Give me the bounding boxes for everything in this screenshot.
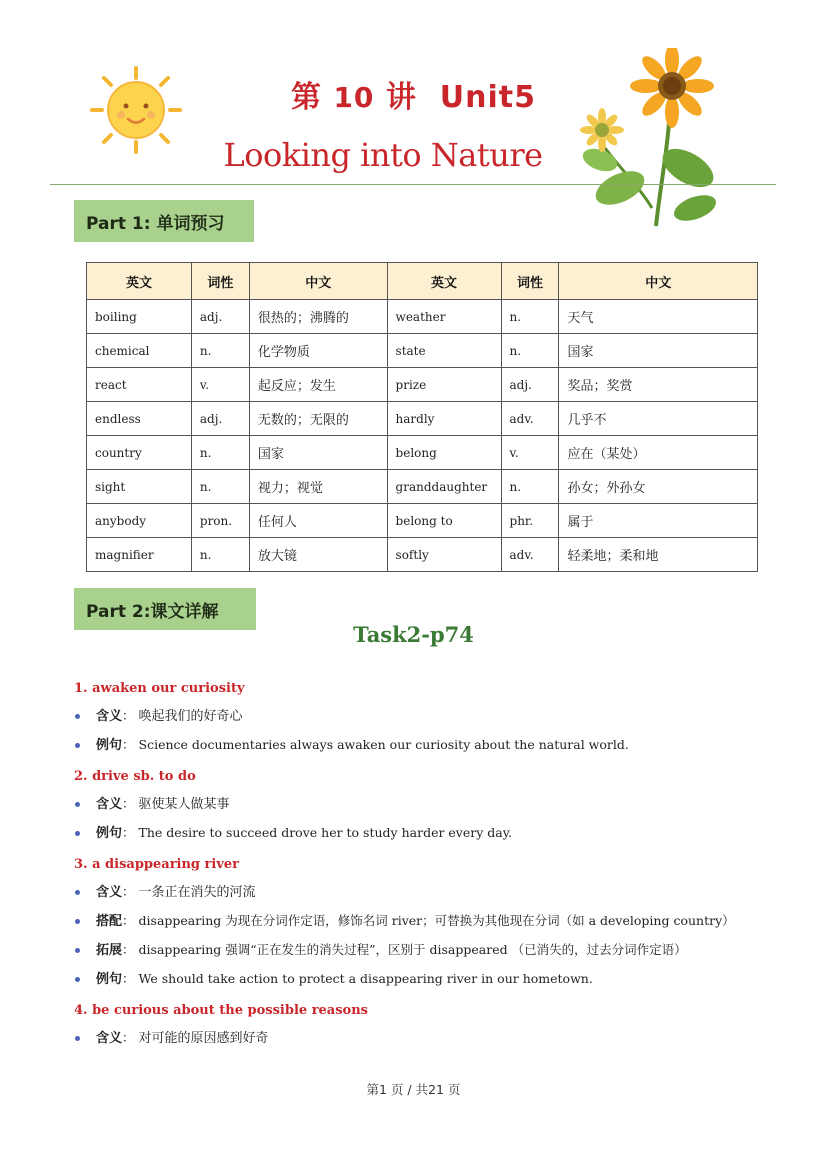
cell-word-chinese: 很热的；沸腾的: [249, 300, 387, 334]
bullet-label: 例句: [96, 972, 123, 987]
note-bullet: [74, 790, 764, 819]
bullet-text: Science documentaries always awaken our curiosity about the natural world.: [138, 737, 629, 752]
cell-word-english: hardly: [387, 402, 501, 436]
cell-word-chinese: 国家: [249, 436, 387, 470]
lesson-subtitle: Looking into Nature: [223, 136, 543, 174]
title-number: 10: [333, 81, 375, 114]
table-row: [87, 368, 758, 402]
cell-word-chinese: 几乎不: [559, 402, 758, 436]
bullet-text: We should take action to protect a disappearing river in our hometown.: [138, 971, 593, 986]
cell-word-pos: pron.: [191, 504, 249, 538]
cell-word-pos: n.: [191, 436, 249, 470]
note-heading: 2. drive sb. to do: [74, 769, 196, 784]
table-row: [87, 402, 758, 436]
bullet-text: The desire to succeed drove her to study harder every day.: [138, 825, 513, 840]
cell-word-chinese: 天气: [559, 300, 758, 334]
bullet-colon: ：: [122, 942, 135, 957]
bullet-colon: ：: [122, 825, 135, 840]
lesson-notes: [74, 676, 764, 1057]
cell-word-pos: n.: [191, 538, 249, 572]
cell-word-english: prize: [387, 368, 501, 402]
cell-word-english: sight: [87, 470, 192, 504]
vocabulary-table: [86, 262, 758, 572]
cell-word-english: react: [87, 368, 192, 402]
part1-heading: Part 1: 单词预习: [74, 200, 254, 242]
col-header-english: 英文: [87, 263, 192, 300]
cell-word-pos: phr.: [501, 504, 559, 538]
cell-word-chinese: 奖品；奖赏: [559, 368, 758, 402]
cell-word-english: country: [87, 436, 192, 470]
sunflower-illustration: [560, 48, 740, 228]
bullet-colon: ：: [122, 708, 135, 723]
bullet-text: disappearing 为现在分词作定语，修饰名词 river；可替换为其他现在分词（如 a developing country）: [138, 913, 735, 928]
cell-word-chinese: 化学物质: [249, 334, 387, 368]
bullet-label: 含义: [96, 1031, 123, 1046]
bullet-colon: ：: [122, 913, 135, 928]
table-header-row: [87, 263, 758, 300]
bullet-label: 例句: [96, 738, 123, 753]
table-row: [87, 470, 758, 504]
cell-word-english: weather: [387, 300, 501, 334]
cell-word-chinese: 轻柔地；柔和地: [559, 538, 758, 572]
col-header-pos: 词性: [191, 263, 249, 300]
bullet-label: 拓展: [96, 943, 123, 958]
cell-word-english: boiling: [87, 300, 192, 334]
cell-word-english: belong: [387, 436, 501, 470]
cell-word-english: softly: [387, 538, 501, 572]
table-row: [87, 436, 758, 470]
note-bullet: [74, 702, 764, 731]
bullet-label: 例句: [96, 826, 123, 841]
col-header-chinese: 中文: [559, 263, 758, 300]
header-divider: [50, 184, 776, 185]
cell-word-english: granddaughter: [387, 470, 501, 504]
bullet-colon: ：: [122, 796, 135, 811]
bullet-colon: ：: [122, 1030, 135, 1045]
task-title: Task2-p74: [353, 622, 474, 647]
bullet-colon: ：: [122, 971, 135, 986]
cell-word-english: magnifier: [87, 538, 192, 572]
note-bullet: [74, 731, 764, 760]
cell-word-pos: adj.: [191, 402, 249, 436]
cell-word-pos: v.: [191, 368, 249, 402]
cell-word-chinese: 视力；视觉: [249, 470, 387, 504]
spacer: [74, 1053, 764, 1057]
cell-word-pos: adv.: [501, 402, 559, 436]
bullet-colon: ：: [122, 737, 135, 752]
cell-word-pos: v.: [501, 436, 559, 470]
table-row: [87, 300, 758, 334]
bullet-label: 含义: [96, 709, 123, 724]
col-header-english: 英文: [387, 263, 501, 300]
cell-word-english: endless: [87, 402, 192, 436]
cell-word-english: state: [387, 334, 501, 368]
note-bullet: [74, 1024, 764, 1053]
note-heading: 4. be curious about the possible reasons: [74, 1003, 368, 1018]
cell-word-chinese: 任何人: [249, 504, 387, 538]
cell-word-pos: n.: [501, 334, 559, 368]
bullet-label: 搭配: [96, 914, 123, 929]
cell-word-pos: adv.: [501, 538, 559, 572]
bullet-colon: ：: [122, 884, 135, 899]
bullet-text: disappearing 强调“正在发生的消失过程”，区别于 disappeared （已消失的，过去分词作定语）: [138, 942, 687, 957]
cell-word-chinese: 应在（某处）: [559, 436, 758, 470]
note-bullet: [74, 965, 764, 994]
cell-word-chinese: 国家: [559, 334, 758, 368]
table-row: [87, 504, 758, 538]
bullet-text: 驱使某人做某事: [138, 797, 230, 812]
note-bullet: [74, 936, 764, 965]
note-bullet: [74, 878, 764, 907]
col-header-pos: 词性: [501, 263, 559, 300]
bullet-label: 含义: [96, 797, 123, 812]
cell-word-chinese: 孙女；外孙女: [559, 470, 758, 504]
cell-word-english: chemical: [87, 334, 192, 368]
title-unit: Unit5: [439, 80, 536, 115]
note-bullet: [74, 907, 764, 936]
cell-word-pos: n.: [191, 470, 249, 504]
note-bullet: [74, 819, 764, 848]
bullet-text: 唤起我们的好奇心: [138, 709, 243, 724]
note-heading: 1. awaken our curiosity: [74, 681, 245, 696]
bullet-label: 含义: [96, 885, 123, 900]
bullet-text: 一条正在消失的河流: [138, 885, 256, 900]
cell-word-pos: adj.: [191, 300, 249, 334]
bullet-text: 对可能的原因感到好奇: [138, 1031, 269, 1046]
col-header-chinese: 中文: [249, 263, 387, 300]
note-heading: 3. a disappearing river: [74, 857, 240, 872]
cell-word-chinese: 放大镜: [249, 538, 387, 572]
cell-word-english: belong to: [387, 504, 501, 538]
title-suffix: 讲: [385, 80, 417, 115]
cell-word-pos: n.: [191, 334, 249, 368]
cell-word-chinese: 起反应；发生: [249, 368, 387, 402]
cell-word-chinese: 无数的；无限的: [249, 402, 387, 436]
part2-heading: Part 2:课文详解: [74, 588, 256, 630]
cell-word-english: anybody: [87, 504, 192, 538]
table-row: [87, 334, 758, 368]
title-prefix: 第: [291, 80, 322, 115]
cell-word-chinese: 属于: [559, 504, 758, 538]
page-footer: 第1 页 / 共21 页: [366, 1082, 461, 1097]
cell-word-pos: adj.: [501, 368, 559, 402]
table-row: [87, 538, 758, 572]
cell-word-pos: n.: [501, 470, 559, 504]
cell-word-pos: n.: [501, 300, 559, 334]
